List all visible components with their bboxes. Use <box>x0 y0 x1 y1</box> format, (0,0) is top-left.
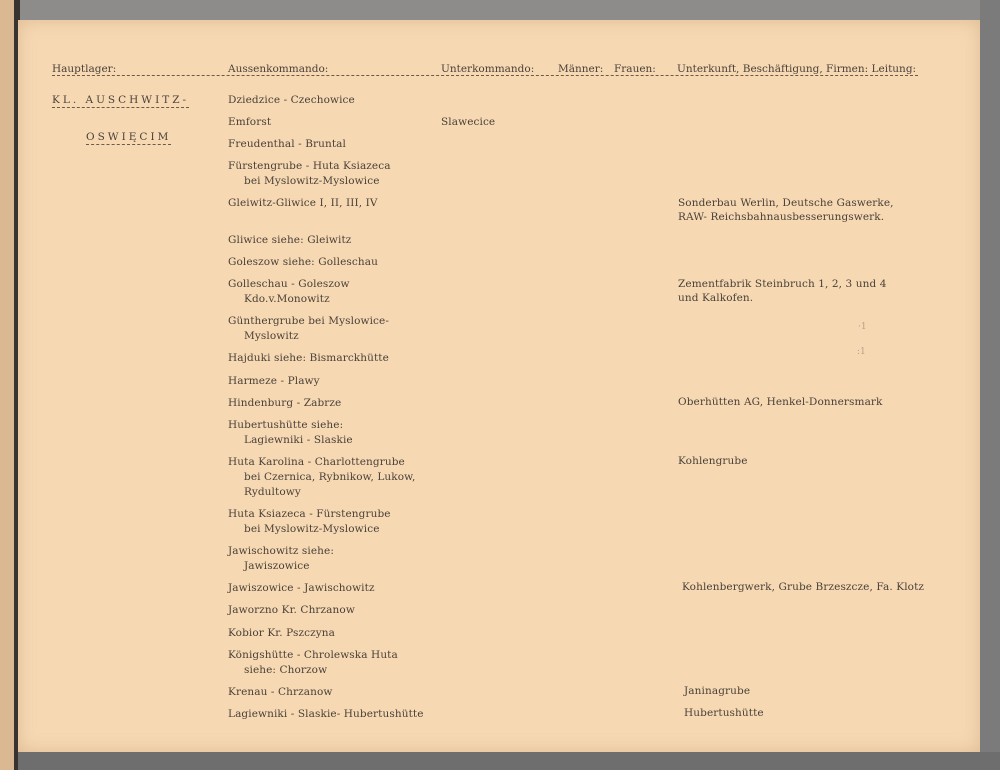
row-5-detail-line2: RAW- Reichsbahnausbesserungswerk. <box>678 211 885 223</box>
scan-margin-right <box>980 0 1000 770</box>
scan-speck: ·1 <box>858 322 867 332</box>
header-dashed-rule <box>52 75 918 76</box>
document-page <box>18 20 980 752</box>
row-14-aussenkommando-line3: Rydultowy <box>244 486 301 498</box>
header-hauptlager: Hauptlager: <box>52 63 117 75</box>
previous-page-edge <box>0 0 14 770</box>
row-9-aussenkommando-line2: Myslowitz <box>244 330 299 342</box>
row-14-aussenkommando-line2: bei Czernica, Rybnikow, Lukow, <box>244 471 416 483</box>
main-camp-line2: OSWIĘCIM <box>86 131 172 143</box>
row-6-aussenkommando: Gliwice siehe: Gleiwitz <box>228 234 352 246</box>
row-11-aussenkommando: Harmeze - Plawy <box>228 375 320 387</box>
row-15-aussenkommando: Huta Ksiazeca - Fürstengrube <box>228 508 391 520</box>
header-remaining-columns: Unterkunft, Beschäftigung, Firmen: Leitung: <box>677 63 917 75</box>
row-12-aussenkommando: Hindenburg - Zabrze <box>228 397 342 409</box>
row-15-aussenkommando-line2: bei Myslowitz-Myslowice <box>244 523 380 535</box>
row-20-aussenkommando: Königshütte - Chrolewska Huta <box>228 649 398 661</box>
row-12-detail: Oberhütten AG, Henkel-Donnersmark <box>678 396 883 408</box>
row-2-aussenkommando: Emforst <box>228 116 272 128</box>
row-4-aussenkommando-line2: bei Myslowitz-Myslowice <box>244 175 380 187</box>
row-8-detail-line2: und Kalkofen. <box>678 292 754 304</box>
header-unterkommando: Unterkommando: <box>441 63 535 75</box>
row-1-aussenkommando: Dziedzice - Czechowice <box>228 94 355 106</box>
row-7-aussenkommando: Goleszow siehe: Golleschau <box>228 256 378 268</box>
main-camp-line1: KL. AUSCHWITZ- <box>52 94 190 106</box>
scan-speck: :1 <box>857 347 866 357</box>
row-17-aussenkommando: Jawiszowice - Jawischowitz <box>228 582 375 594</box>
row-21-aussenkommando: Krenau - Chrzanow <box>228 686 333 698</box>
row-2-unterkommando: Slawecice <box>441 116 496 128</box>
row-9-aussenkommando: Günthergrube bei Myslowice- <box>228 315 389 327</box>
row-22-detail: Hubertushütte <box>684 707 764 719</box>
row-8-aussenkommando: Golleschau - Goleszow <box>228 278 350 290</box>
row-5-aussenkommando: Gleiwitz-Gliwice I, II, III, IV <box>228 197 378 209</box>
row-10-aussenkommando: Hajduki siehe: Bismarckhütte <box>228 352 389 364</box>
row-5-detail: Sonderbau Werlin, Deutsche Gaswerke, <box>678 197 894 209</box>
row-4-aussenkommando: Fürstengrube - Huta Ksiazeca <box>228 160 391 172</box>
row-3-aussenkommando: Freudenthal - Bruntal <box>228 138 346 150</box>
header-aussenkommando: Aussenkommando: <box>228 63 329 75</box>
header-frauen: Frauen: <box>614 63 656 75</box>
row-17-detail: Kohlenbergwerk, Grube Brzeszcze, Fa. Klotz <box>682 581 925 593</box>
row-8-detail: Zementfabrik Steinbruch 1, 2, 3 und 4 <box>678 278 887 290</box>
row-13-aussenkommando-line2: Lagiewniki - Slaskie <box>244 434 353 446</box>
row-16-aussenkommando-line2: Jawiszowice <box>244 560 310 572</box>
header-maenner: Männer: <box>558 63 604 75</box>
row-14-aussenkommando: Huta Karolina - Charlottengrube <box>228 456 405 468</box>
row-16-aussenkommando: Jawischowitz siehe: <box>228 545 334 557</box>
row-8-aussenkommando-line2: Kdo.v.Monowitz <box>244 293 330 305</box>
row-22-aussenkommando: Lagiewniki - Slaskie- Hubertushütte <box>228 708 424 720</box>
row-18-aussenkommando: Jaworzno Kr. Chrzanow <box>228 604 355 616</box>
row-20-aussenkommando-line2: siehe: Chorzow <box>244 664 328 676</box>
scan-margin-bottom <box>18 752 1000 770</box>
row-14-detail: Kohlengrube <box>678 455 748 467</box>
row-13-aussenkommando: Hubertushütte siehe: <box>228 419 344 431</box>
row-21-detail: Janinagrube <box>684 685 751 697</box>
row-19-aussenkommando: Kobior Kr. Pszczyna <box>228 627 335 639</box>
